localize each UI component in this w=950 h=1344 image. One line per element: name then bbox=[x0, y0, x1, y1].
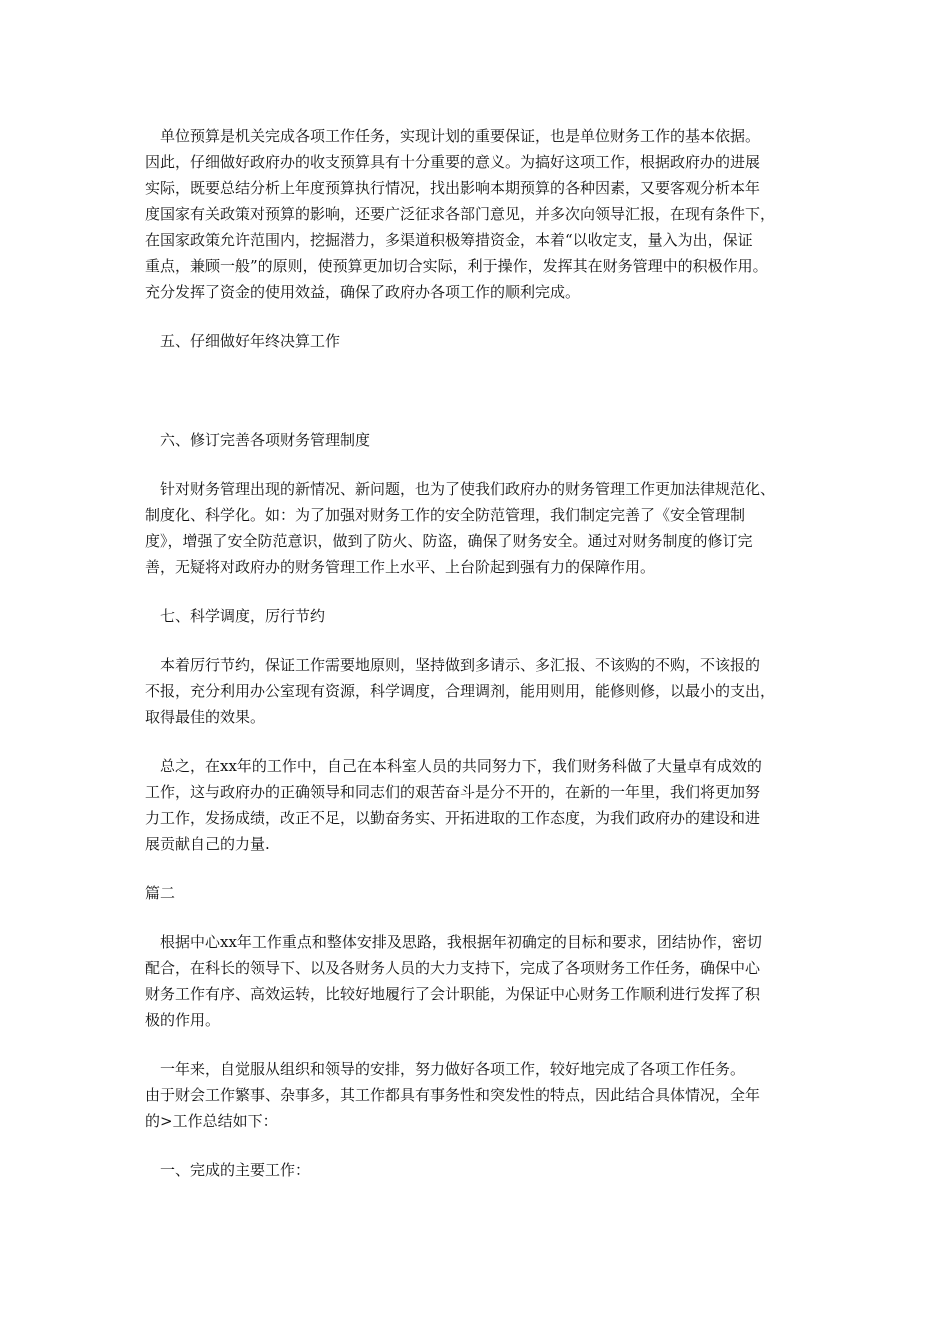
heading-main-work: 一、完成的主要工作： bbox=[160, 1161, 311, 1179]
document-page bbox=[145, 123, 817, 1183]
text-line: 展贡献自己的力量. bbox=[145, 835, 270, 853]
text-line: 财务工作有序、高效运转，比较好地履行了会计职能，为保证中心财务工作顺利进行发挥了积 bbox=[145, 985, 761, 1003]
text-line: 的>工作总结如下： bbox=[145, 1112, 278, 1130]
text-line: 单位预算是机关完成各项工作任务，实现计划的重要保证，也是单位财务工作的基本依据。 bbox=[160, 127, 761, 145]
section-title: 篇二 bbox=[145, 884, 176, 902]
text-line: 根据中心xx年工作重点和整体安排及思路，我根据年初确定的目标和要求，团结协作，密切 bbox=[160, 933, 762, 951]
paragraph-summary bbox=[145, 753, 817, 857]
text-line: 总之，在xx年的工作中，自己在本科室人员的共同努力下，我们财务科做了大量卓有成效的 bbox=[160, 757, 762, 775]
heading-section-5: 五、仔细做好年终决算工作 bbox=[160, 332, 341, 350]
text-line: 重点，兼顾一般”的原则，使预算更加切合实际，利于操作，发挥其在财务管理中的积极作用。 bbox=[145, 257, 768, 275]
paragraph-thrift bbox=[145, 652, 817, 730]
text-line: 取得最佳的效果。 bbox=[145, 708, 266, 726]
text-line: 一年来，自觉服从组织和领导的安排，努力做好各项工作，较好地完成了各项工作任务。 bbox=[160, 1060, 746, 1078]
text-line: 善，无疑将对政府办的财务管理工作上水平、上台阶起到强有力的保障作用。 bbox=[145, 558, 656, 576]
text-line: 不报，充分利用办公室现有资源，科学调度，合理调剂，能用则用，能修则修，以最小的支出， bbox=[145, 682, 776, 700]
text-line: 本着厉行节约，保证工作需要地原则，坚持做到多请示、多汇报、不该购的不购，不该报的 bbox=[160, 656, 761, 674]
text-line: 力工作，发扬成绩，改正不足，以勤奋务实、开拓进取的工作态度，为我们政府办的建设和进 bbox=[145, 809, 761, 827]
heading-section-6: 六、修订完善各项财务管理制度 bbox=[160, 431, 371, 449]
text-line: 度》，增强了安全防范意识，做到了防火、防盗，确保了财务安全。通过对财务制度的修订完 bbox=[145, 532, 753, 550]
text-line: 因此，仔细做好政府办的收支预算具有十分重要的意义。为搞好这项工作，根据政府办的进展 bbox=[145, 153, 761, 171]
text-line: 极的作用。 bbox=[145, 1011, 221, 1029]
text-line: 由于财会工作繁事、杂事多，其工作都具有事务性和突发性的特点，因此结合具体情况，全年 bbox=[145, 1086, 761, 1104]
text-line: 充分发挥了资金的使用效益，确保了政府办各项工作的顺利完成。 bbox=[145, 283, 581, 301]
paragraph-year-review bbox=[145, 1056, 817, 1134]
text-line: 工作，这与政府办的正确领导和同志们的艰苦奋斗是分不开的，在新的一年里，我们将更加努 bbox=[145, 783, 761, 801]
text-line: 度国家有关政策对预算的影响，还要广泛征求各部门意见，并多次向领导汇报，在现有条件下， bbox=[145, 205, 776, 223]
paragraph-budget bbox=[145, 123, 817, 305]
text-line: 针对财务管理出现的新情况、新问题，也为了使我们政府办的财务管理工作更加法律规范化、 bbox=[160, 480, 776, 498]
paragraph-center-work bbox=[145, 929, 817, 1033]
paragraph-regulations bbox=[145, 476, 817, 580]
text-line: 在国家政策允许范围内，挖掘潜力，多渠道积极筹措资金，本着“以收定支，量入为出，保证 bbox=[145, 231, 753, 249]
text-line: 配合，在科长的领导下、以及各财务人员的大力支持下，完成了各项财务工作任务，确保中心 bbox=[145, 959, 761, 977]
text-line: 制度化、科学化。如：为了加强对财务工作的安全防范管理，我们制定完善了《安全管理制 bbox=[145, 506, 746, 524]
heading-section-7: 七、科学调度，厉行节约 bbox=[160, 607, 326, 625]
text-line: 实际，既要总结分析上年度预算执行情况，找出影响本期预算的各种因素，又要客观分析本年 bbox=[145, 179, 761, 197]
